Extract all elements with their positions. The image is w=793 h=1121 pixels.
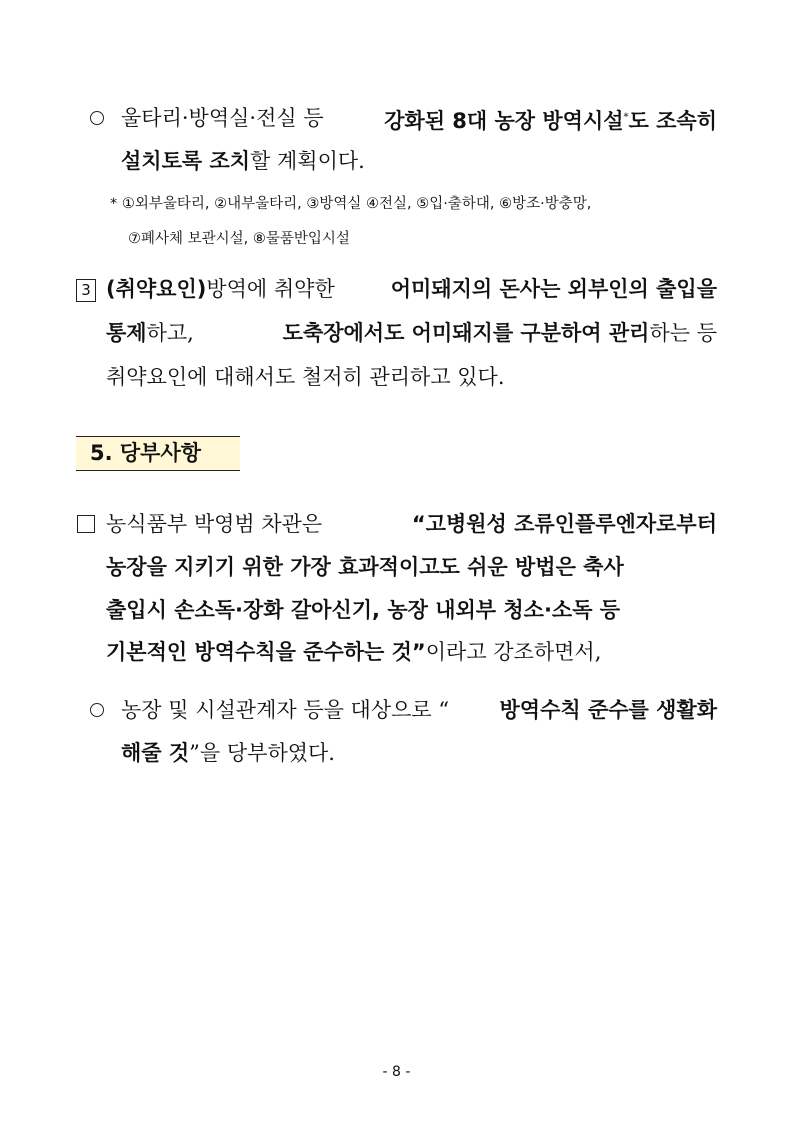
- paragraph-line: [106, 595, 717, 625]
- bold-text: (취약요인): [106, 277, 207, 301]
- bold-text: 농장을 지키기 위한 가장 효과적이고도 쉬운 방법은 축사: [106, 555, 624, 579]
- bold-text: 방역수칙 준수를 생활화: [499, 698, 717, 722]
- asterisk: *: [623, 112, 629, 123]
- bold-text: “고병원성 조류인플루엔자로부터: [411, 512, 717, 536]
- text: 취약요인에 대해서도 철저히 관리하고 있다.: [106, 365, 505, 389]
- paragraph-line: [106, 362, 505, 392]
- paragraph-line: [121, 103, 717, 136]
- bold-text: 출입시 손소독·장화 갈아신기, 농장 내외부 청소·소독 등: [106, 598, 621, 622]
- section-heading: [76, 436, 240, 471]
- bold-text: 도 조속히: [628, 109, 717, 133]
- paragraph-line: [106, 637, 601, 667]
- paragraph-line: [121, 695, 717, 725]
- footnote-line: [128, 229, 350, 249]
- paragraph-line: [106, 552, 717, 582]
- text: 이라고 강조하면서,: [425, 640, 602, 664]
- paragraph-line: [106, 274, 717, 304]
- square-bullet: [77, 515, 95, 533]
- footnote-text: * ①외부울타리, ②내부울타리, ③방역실 ④전실, ⑤입·출하대, ⑥방조·방충망,: [110, 196, 592, 212]
- circle-bullet: [90, 703, 104, 717]
- text: ”을 당부하였다.: [189, 741, 335, 765]
- section-title: 5. 당부사항: [90, 441, 202, 465]
- paragraph-line: [121, 738, 335, 768]
- paragraph-line: [121, 146, 365, 176]
- bold-text: 어미돼지의 돈사는 외부인의 출입을: [390, 277, 717, 301]
- bold-text: 기본적인 방역수칙을 준수하는 것”: [106, 640, 426, 664]
- text: 방역에 취약한: [206, 277, 335, 301]
- page-number: - 8 -: [382, 1064, 411, 1080]
- bold-text: 통제: [106, 321, 147, 345]
- text: 울타리·방역실·전실 등: [121, 106, 324, 130]
- text: 농장 및 시설관계자 등을 대상으로 “: [121, 698, 450, 722]
- bold-text: 도축장에서도 어미돼지를 구분하여 관리: [282, 321, 650, 345]
- paragraph-line: [106, 509, 717, 539]
- text: 농식품부 박영범 차관은: [106, 512, 323, 536]
- number-box-marker: 3: [76, 279, 96, 302]
- footnote-text: ⑦폐사체 보관시설, ⑧물품반입시설: [128, 231, 350, 247]
- circle-bullet: [90, 111, 104, 125]
- footnote-line: [110, 194, 591, 214]
- text: 하는 등: [649, 321, 717, 345]
- bold-text: 해줄 것: [121, 741, 190, 765]
- bold-text: 강화된 8대 농장 방역시설: [384, 109, 624, 133]
- paragraph-line: [106, 318, 717, 348]
- text: 하고,: [146, 321, 194, 345]
- bold-text: 설치토록 조치: [121, 149, 251, 173]
- text: 할 계획이다.: [250, 149, 365, 173]
